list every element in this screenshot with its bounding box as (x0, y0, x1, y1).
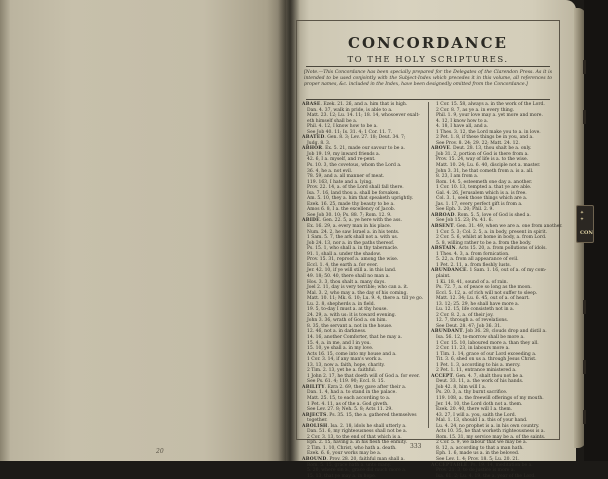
concordance-reference-line: Prov. 15. 31, reproof a. among the wise. (307, 257, 399, 263)
concordance-reference-line: 12. 46, not a. in darkness. (307, 329, 367, 335)
headword: ABSENT (431, 224, 454, 230)
concordance-reference-line: Lu. 12. 15, life consisteth not in a. (436, 307, 515, 313)
concordance-reference-line: Dan. 51. 6, my righteousness shall not be a. (307, 429, 408, 435)
concordance-reference-line: Jer. 42. 10, if ye will still a. in this land. (307, 268, 397, 274)
headword: ABOVE (431, 146, 451, 152)
concordance-reference-line: See Lev. 27. 8; Neh. 5. 8; Acts 11. 29. (307, 407, 393, 413)
concordance-reference-line: Eph. 2. 15, having a. in his flesh the enmity. (307, 440, 407, 446)
concordance-headword-entry: ABSTAIN. Acts 15. 20, a. from pollutions of idols. (431, 246, 547, 252)
page-title: CONCORDANCE (348, 34, 508, 52)
concordance-reference-line: 2 Cor. 3. 13, to the end of that which is a. (307, 434, 402, 440)
concordance-headword-entry: ABUNDANT. Job 36. 28, clouds drop and distil a. (431, 329, 547, 335)
concordance-reference-line: 2 Tim. 1. 10, Christ, who hath a. death. (307, 445, 397, 451)
concordance-reference-line: Am. 5. 10, they a. him that speaketh uprightly. (307, 196, 414, 202)
concordance-reference-line: Job 24. 13, nor a. in the paths thereof. (307, 240, 395, 246)
concordance-headword-entry: ABROAD. Rom. 5. 5, love of God is shed a. (431, 212, 531, 218)
concordance-reference-line: 15. 4, a. in me, and I in you. (307, 340, 371, 346)
concordance-reference-line: Ex. 16. 29, a. every man in his place. (307, 224, 392, 230)
concordance-reference-line: Tit. 3. 6, shed on us a. through Jesus Christ. (436, 357, 537, 363)
concordance-reference-line: 91. 1, shall a. under the shadow. (307, 251, 382, 257)
concordance-reference-line: Prov. 15. 24, way of life is a. to the wise. (436, 157, 529, 163)
concordance-reference-line: 5. 8, willing rather to be a. from the body. (436, 240, 532, 246)
concordance-reference-line: 2 Pet. 1. 8, if these things be in you, and a. (436, 135, 534, 141)
concordance-reference-line: 119. 163, I hate and a. lying. (307, 179, 373, 185)
concordance-reference-line: Acts 16. 15, come into my house and a. (307, 351, 397, 357)
title-rule (306, 66, 550, 67)
thumb-index-tab (583, 410, 586, 424)
concordance-headword-entry: ABIDE. Gen. 22. 5, a. ye here with the ass. (302, 218, 402, 224)
left-page-folio: 20 (156, 448, 164, 455)
concordance-reference-line: 2 Cor. 5. 6, whilst at home in body, a. from Lord. (436, 235, 547, 241)
column-divider (428, 102, 429, 428)
concordance-reference-line: 1 Cor. 5. 3; Col. 2. 5, a. in body, present in spirit. (436, 229, 548, 235)
concordance-reference-line: Col. 3. 1, seek those things which are a. (436, 196, 528, 202)
concordance-reference-line: Matt. 23. 12; Lu. 14. 11; 18. 14, whosoever exalt- (307, 113, 420, 119)
concordance-reference-line: 15. 13, that ye may a. in hope. (307, 473, 377, 479)
concordance-reference-line: Jas. 1. 17, every perfect gift is from a. (436, 201, 523, 207)
concordance-reference-line: Ezek. 6. 6, your works may be a. (307, 451, 382, 457)
headword: ABATED (302, 135, 325, 141)
concordance-reference-line: 4. 12, I know how to a. (436, 118, 489, 124)
concordance-reference-line: Phil. 4. 12, I know how to be a. (307, 124, 378, 130)
concordance-reference-line: 1 Thes. 3. 12, the Lord make you to a. in love. (436, 129, 541, 135)
concordance-reference-line: 5. 20, where sin a., grace did much more a. (307, 468, 407, 474)
concordance-reference-line: Isa. 61. 2; Lu. 4. 19, the a. year of the Lord. (436, 473, 536, 479)
concordance-reference-line: Ps. 72. 7, a. of peace so long as the moon. (436, 285, 532, 291)
concordance-reference-line: Ps. 10. 3, the covetous, whom the Lord a. (307, 163, 402, 169)
right-page-folio: 333 (410, 443, 422, 450)
concordance-headword-entry: ABOUND. Prov. 28. 20, faithful man shall a. (302, 457, 405, 462)
headword: ACCEPTABLE (431, 462, 468, 468)
page-subtitle: TO THE HOLY SCRIPTURES. (347, 55, 509, 65)
concordance-reference-line: 1 Pet. 2. 11, a. from fleshly lusts. (436, 262, 512, 268)
concordance-reference-line: Jer. 14. 10, the Lord doth not a. them. (436, 401, 523, 407)
headword: ABASE (302, 102, 321, 107)
concordance-reference-line: Job 42. 8, him will I a. (436, 384, 487, 390)
concordance-headword-entry: ABASE. Ezek. 21. 26, and a. him that is high. (302, 102, 408, 107)
concordance-reference-line: 12. 7, through a. of revelations. (436, 318, 509, 324)
concordance-reference-line: 36. 4, he a. not evil. (307, 168, 353, 174)
concordance-reference-line: John 3. 31, he that cometh from a. is a. all. (436, 168, 534, 174)
concordance-headword-entry: ACCEPT. Gen. 4. 7, shalt thou not be a. (431, 373, 524, 379)
concordance-reference-line: Isa. 56. 12, to-morrow shall be more a. (436, 334, 525, 340)
concordance-reference-line: Amos 6. 8, I a. the excellency of Jacob. (307, 207, 396, 213)
concordance-reference-line: 8. 23, I am from a. (436, 174, 479, 180)
headword: ABROAD (431, 212, 455, 218)
thumb-index-tab (583, 300, 586, 314)
thumb-tab-ornament-icon: ✦✦ (579, 210, 585, 223)
concordance-reference-line: eth himself shall be a. (307, 118, 358, 124)
concordance-reference-line: Dan. 4. 37, walk in pride, is able to a. (307, 107, 393, 113)
concordance-headword-entry: ABHOR. Ex. 5. 21, made our savour to be a. (302, 146, 405, 152)
headword: ABUNDANT (431, 329, 463, 335)
concordance-reference-line: See Ps. 61. 4; 119. 90; Eccl. 8. 15. (307, 379, 385, 385)
concordance-reference-line: 1 Cor. 10. 13, tempted a. that ye are able. (436, 185, 532, 191)
concordance-headword-entry: ABATED. Gen. 8. 3; Lev. 27. 18; Deut. 34. 7; (302, 135, 406, 141)
concordance-reference-line: 2 Cor. 5. 9, we labour that we may be a. (436, 440, 528, 446)
concordance-reference-line: 1 Sam. 5. 7, the ark shall not a. with us. (307, 235, 399, 241)
concordance-reference-line: 13. 12; 25. 29, he shall have more a. (436, 301, 520, 307)
concordance-reference-line: plaint. (436, 273, 451, 279)
concordance-reference-line: See Job 40. 11; Is. 31. 4; 1 Cor. 11. 7. (307, 129, 393, 135)
concordance-reference-line: See Deut. 28. 47; Job 36. 31. (436, 323, 502, 329)
concordance-reference-line: Rom. 14. 5, esteemeth one day a. another. (436, 179, 533, 185)
concordance-headword-entry: ABOVE. Deut. 28. 13, thou shalt be a. only. (431, 146, 532, 152)
headword: ABOLISH (302, 423, 328, 429)
concordance-reference-line: 2 Tim. 2. 13, yet he a. faithful. (307, 368, 377, 374)
concordance-reference-line: 2 Cor. 11. 23, in labours more a. (436, 346, 510, 352)
concordance-reference-line: Deut. 33. 11, a. the work of his hands. (436, 379, 524, 385)
concordance-reference-line: Isa. 7. 16, land thou a. shall be forsaken. (307, 190, 400, 196)
concordance-reference-line: 1 John 2. 17, he that doeth will of God a. for ever. (307, 373, 420, 379)
concordance-reference-line: Judg. 8. 3. (307, 140, 331, 146)
concordance-reference-line: Rom. 15. 31, my service may be a. of the saints. (436, 434, 546, 440)
concordance-reference-line: 119. 108, a. the freewill offerings of my mouth. (436, 395, 544, 401)
concordance-reference-line: Ps. 20. 3, a. thy burnt sacrifice. (436, 390, 508, 396)
concordance-reference-line: Matt. 25. 15, to each according to a. (307, 395, 391, 401)
concordance-reference-line: Job 31. 2, portion of God is there from a. (436, 151, 529, 157)
concordance-reference-line: Joel 2. 11, day is very terrible; who can a. it. (307, 285, 409, 291)
concordance-reference-line: 42. 6, I a. myself, and re-pent. (307, 157, 376, 163)
concordance-reference-line: Job 19. 19, my inward friends a. (307, 151, 381, 157)
concordance-reference-line: See Job 15. 23; Ps. 41. 6. (436, 218, 493, 224)
concordance-reference-line: 24. 29, a. with us: it is toward evening. (307, 312, 397, 318)
concordance-reference-line: Prov. 21. 3, to do justice is more a. (436, 468, 516, 474)
concordance-reference-line: 2 Pet. 1. 11, entrance ministered a. (436, 368, 517, 374)
concordance-reference-line: 49. 18; 50. 40, there shall no man a. (307, 273, 390, 279)
concordance-reference-line: Hos. 3. 3, thou shalt a. many days. (307, 279, 386, 285)
left-page-edge (0, 0, 10, 461)
thumb-index-tab (583, 60, 586, 74)
headword: ABUNDANCE (431, 268, 467, 274)
concordance-reference-line: Ezek. 20. 40, there will I a. them. (436, 407, 513, 413)
concordance-headword-entry: ABJECTS. Ps. 35. 15, the a. gathered themselves (302, 412, 417, 418)
concordance-reference-line: Ezek. 16. 25, made thy beauty to be a. (307, 201, 395, 207)
concordance-reference-line: Matt. 12. 34; Lu. 6. 45, out of a. of heart. (436, 296, 530, 302)
concordance-reference-line: Acts 10. 35, he that worketh righteousness is a. (436, 429, 546, 435)
concordance-reference-line: Phil. 1. 9, your love may a. yet more and more. (436, 113, 543, 119)
left-page (0, 0, 290, 461)
concordance-reference-line: Lu. 2. 8, shepherds a. in field. (307, 301, 376, 307)
concordance-reference-line: 1 Pet. 1. 3, according to his a. mercy. (436, 362, 521, 368)
thumb-index-tab (583, 360, 586, 374)
concordance-reference-line: See Lev. 1. 4; Prov. 18. 5; Lu. 20. 21. (436, 457, 520, 462)
concordance-reference-line: 2 Cor. 8. 2, a. of their joy. (436, 312, 494, 318)
concordance-reference-line: See Eph. 3. 20; Phil. 2. 9. (436, 207, 494, 213)
concordance-reference-line: See Job 30. 10; Ps. 88. 7; Rom. 12. 9. (307, 212, 392, 218)
concordance-reference-line: 1 Thes. 4. 3, a. from fornication. (436, 251, 510, 257)
thumb-index-tab (583, 110, 586, 124)
concordance-reference-line: 2 Cor. 8. 7, as ye a. in every thing. (436, 107, 515, 113)
concordance-reference-line: 8. 12, a. according to that a man hath. (436, 445, 524, 451)
concordance-reference-line: See Prov. 8. 24; 29. 22; Matt. 24. 12. (436, 140, 520, 146)
note-rule (306, 99, 550, 100)
concordance-reference-line: 78. 59, and a. all manner of meat. (307, 174, 385, 180)
concordance-reference-line: Matt. 10. 24; Lu. 6. 40, disciple not a. master. (436, 163, 541, 169)
concordance-reference-line: 1 Pet. 4. 11, as of the a. God giveth. (307, 401, 389, 407)
headword: ABJECTS (302, 412, 327, 418)
concordance-reference-line: Eccl. 1. 4, the earth a. for ever. (307, 262, 378, 268)
concordance-reference-line: Num. 24. 2, he saw Israel a. in his tents. (307, 229, 400, 235)
thumb-tab-con-icon: CON (580, 230, 593, 236)
concordance-reference-line: 19. 5, to-day I must a. at thy house. (307, 307, 388, 313)
concordance-reference-line: Mal. 1. 13, should I a. this of your hand. (436, 418, 528, 424)
concordance-reference-line: Dan. 1. 4, had a. to stand in the palace. (307, 390, 397, 396)
concordance-reference-line: 5. 22, a. from all appearance of evil. (436, 257, 519, 263)
concordance-reference-line: 1 Ki. 18. 41, sound of a. of rain. (436, 279, 509, 285)
concordance-reference-line: 1 Cor. 3. 14, if any man's work a. (307, 357, 383, 363)
concordance-reference-line: Rom. 5. 15, grace hath a. unto many. (307, 462, 392, 468)
concordance-reference-line: Mal. 3. 2, who may a. the day of his coming. (307, 290, 408, 296)
headword: ACCEPT (431, 373, 454, 379)
headword: ABSTAIN (431, 246, 456, 252)
headword: ABOUND (302, 457, 327, 462)
concordance-reference-line: together. (307, 418, 328, 424)
concordance-reference-line: 13. 13, now a. faith, hope, charity. (307, 362, 385, 368)
concordance-reference-line: 15. 10, ye shall a. in my love. (307, 346, 374, 352)
headword: ABHOR (302, 146, 323, 152)
concordance-reference-line: 1 Tim. 1. 14, grace of our Lord exceeding a. (436, 351, 537, 357)
headword: ABILITY (302, 384, 325, 390)
concordance-headword-entry: ABILITY. Ezra 2. 69, they gave after their a. (302, 384, 407, 390)
concordance-reference-line: 1 Cor. 15. 58, always a. in the work of the Lord. (436, 102, 545, 107)
concordance-headword-entry: ACCEPTABLE. Ps. 19. 14, meditation be a. (431, 462, 533, 468)
concordance-reference-line: John 3. 36, wrath of God a. on him. (307, 318, 387, 324)
headword: ABIDE (302, 218, 320, 224)
concordance-headword-entry: ABOLISH. Isa. 2. 18, idols he shall utterly a. (302, 423, 407, 429)
concordance-reference-line: 8. 35, the servant a. not in the house. (307, 323, 393, 329)
concordance-reference-line: 43. 27, I will a. you, saith the Lord. (436, 412, 517, 418)
concordance-column-right (431, 102, 563, 479)
thumb-index-label-tab (576, 205, 594, 243)
concordance-reference-line: Eph. 1. 6, made us a. in the beloved. (436, 451, 520, 457)
concordance-headword-entry: ABUNDANCE. 1 Sam. 1. 16, out of a. of my com- (431, 268, 547, 274)
concordance-reference-line: 4. 18, I have all, and a. (436, 124, 489, 130)
concordance-reference-line: Gal. 4. 26, Jerusalem which is a. is free. (436, 190, 527, 196)
concordance-reference-line: 1 Cor. 15. 10, laboured more a. than they all. (436, 340, 539, 346)
concordance-reference-line: Matt. 10. 11; Mk. 6. 10; Lu. 9. 4, there a. till ye go. (307, 296, 424, 302)
concordance-reference-line: Eccl. 5. 12, a. of rich will not suffer to sleep. (436, 290, 538, 296)
concordance-headword-entry: ABSENT. Gen. 31. 49, when we are a. one from another. (431, 224, 563, 230)
editorial-note: [Note.—This Concordance has been specially prepared for the Delegates of the Clarendon Press. As it is intended to be used conjointly with the Subject-Index which precedes it in this volume, all references to proper names, &c. included in the Index, have been designedly omitted from the Concordance.] (304, 70, 552, 87)
concordance-reference-line: 14. 16, another Comforter, that he may a. (307, 334, 403, 340)
concordance-reference-line: Prov. 22. 14, a. of the Lord shall fall there. (307, 185, 404, 191)
concordance-reference-line: Lu. 4. 24, no prophet is a. in his own country. (436, 423, 540, 429)
concordance-reference-line: Ps. 15. 1, who shall a. in thy tabernacle. (307, 246, 399, 252)
